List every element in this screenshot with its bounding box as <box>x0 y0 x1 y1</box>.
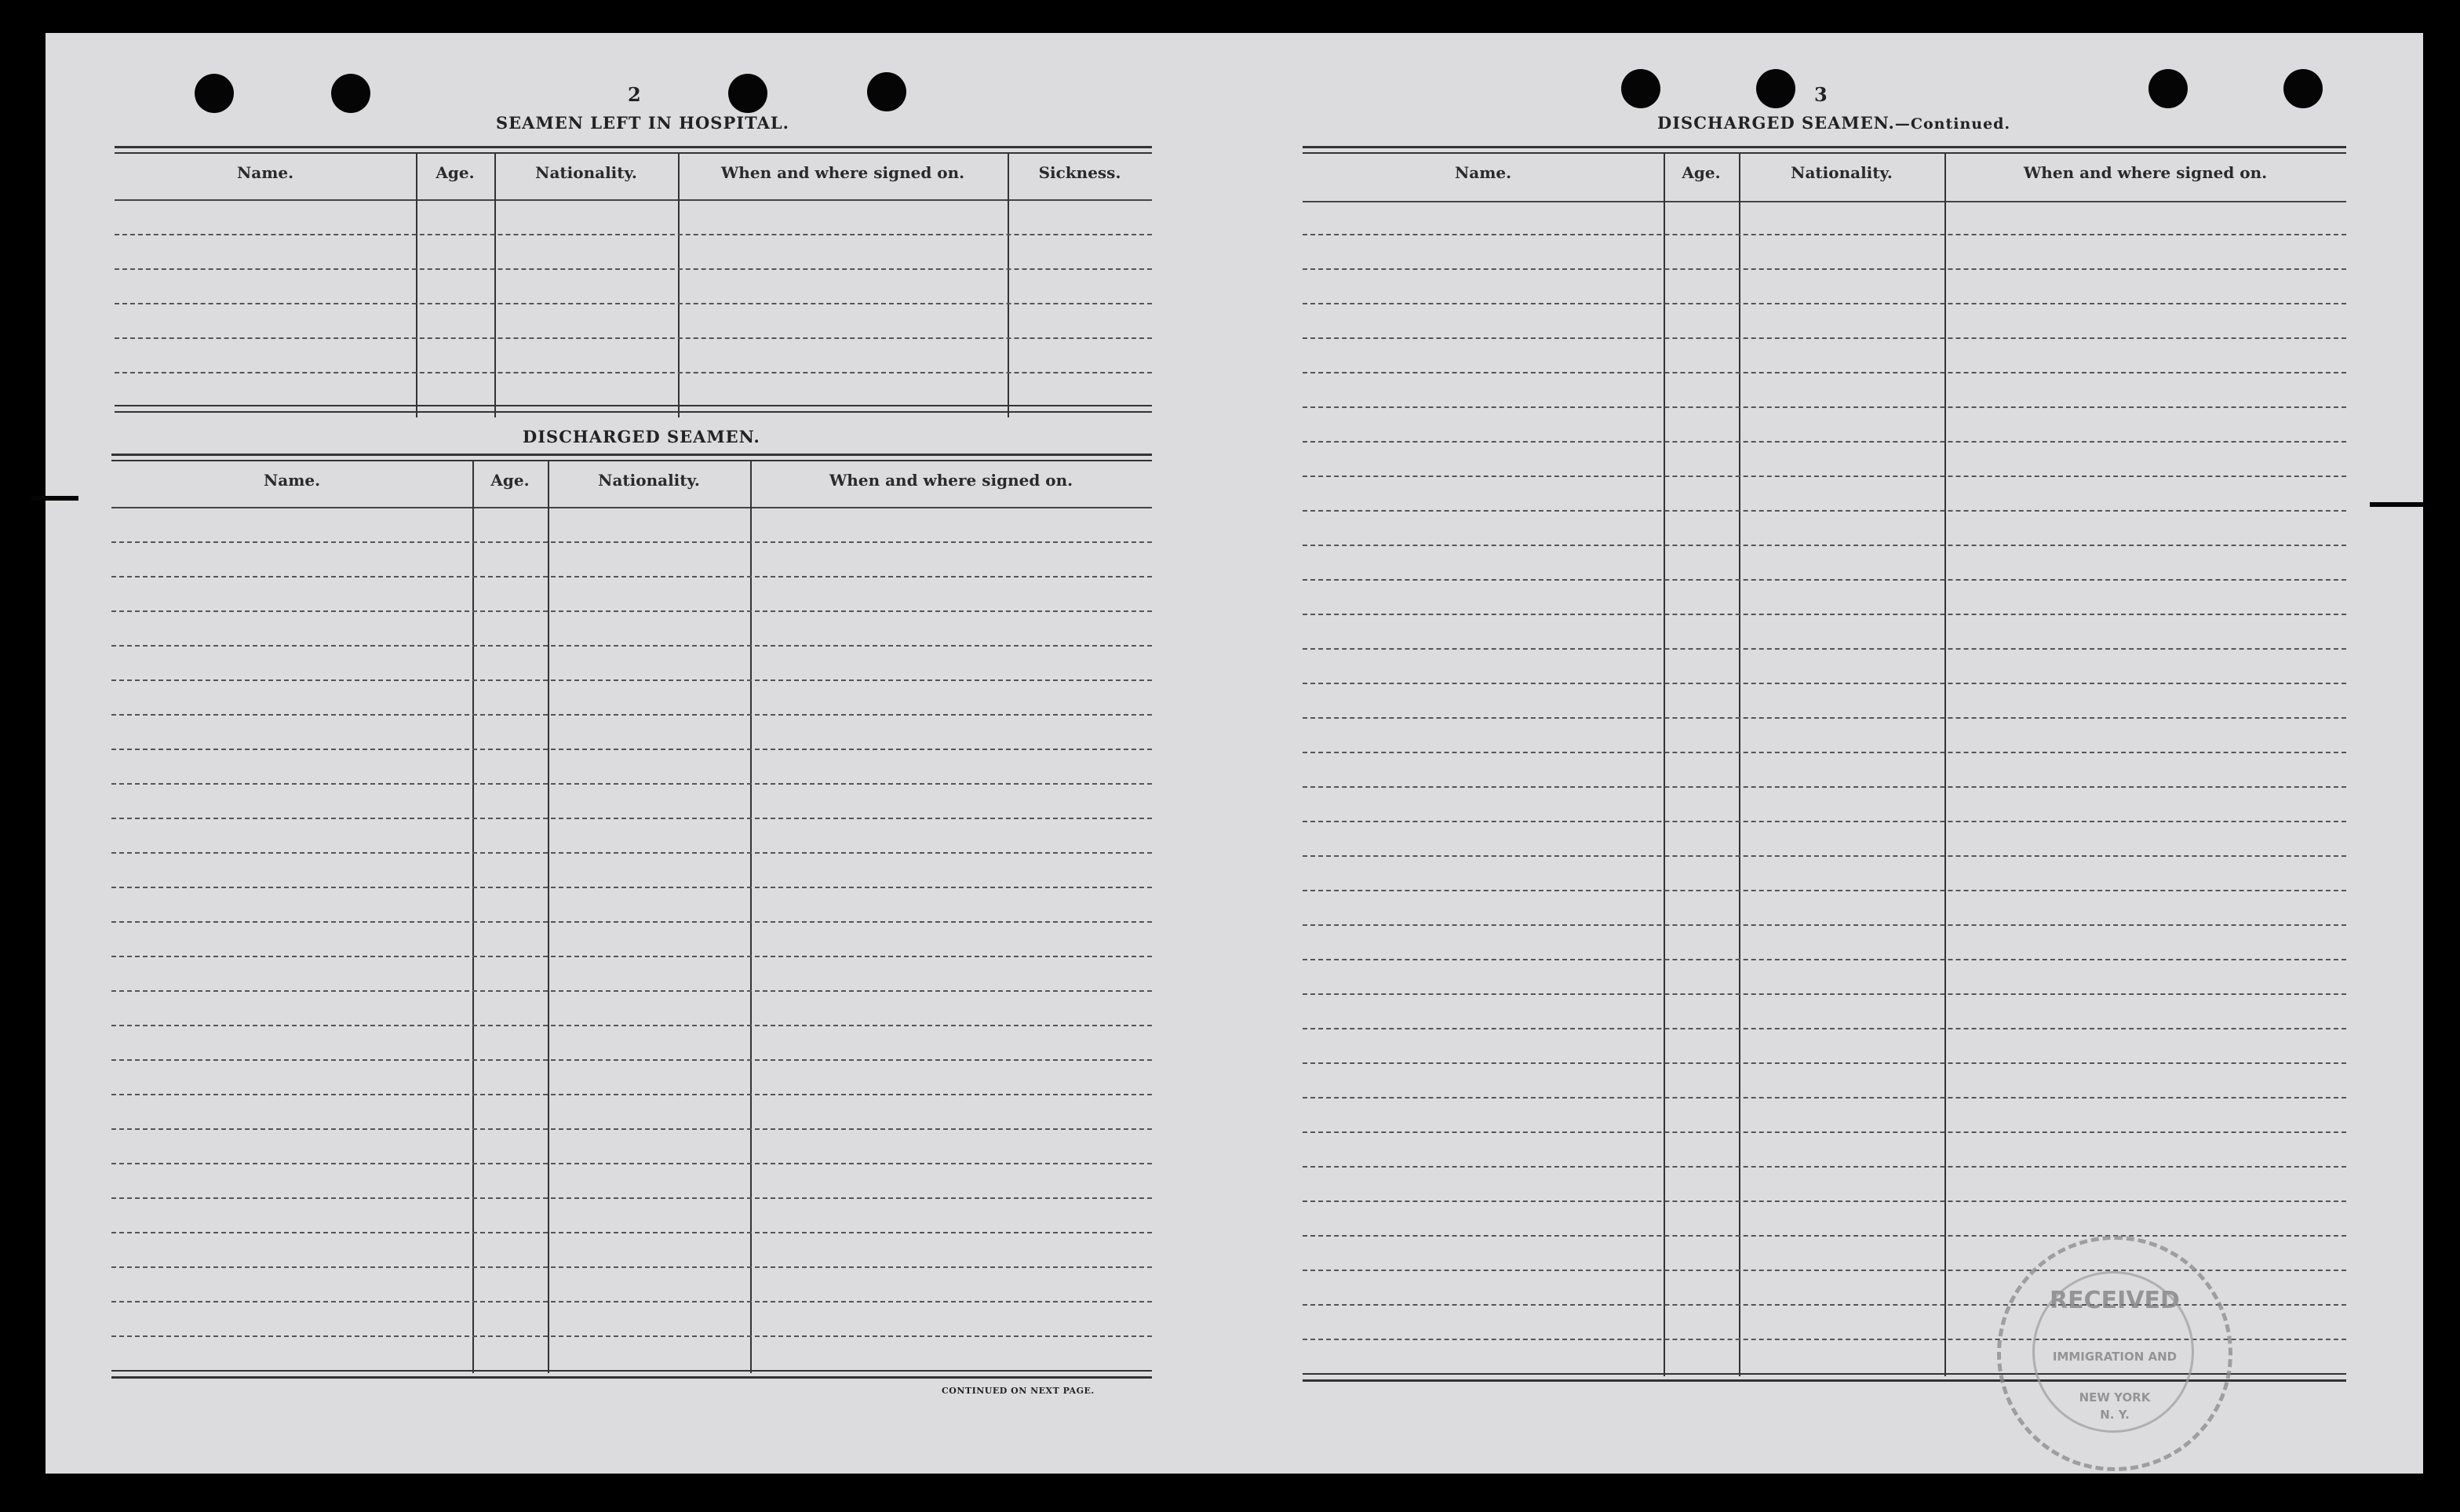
table-row <box>111 1094 1152 1095</box>
table-row <box>111 1335 1152 1337</box>
column-divider <box>416 152 417 417</box>
table-row <box>1303 683 2346 684</box>
punch-hole <box>331 74 370 113</box>
punch-hole <box>1756 69 1795 108</box>
col-header-nationality: Nationality. <box>598 471 700 490</box>
column-divider <box>1664 152 1665 1376</box>
column-divider <box>548 460 549 1373</box>
col-header-nationality: Nationality. <box>535 163 637 182</box>
fold-notch-left <box>31 496 78 501</box>
col-header-age: Age. <box>490 471 530 490</box>
table-row <box>1303 1235 2346 1237</box>
header-rule <box>111 507 1152 508</box>
table-row <box>111 1128 1152 1130</box>
table-row <box>115 337 1152 339</box>
table-row <box>1303 1131 2346 1133</box>
table-bottom-rule <box>111 1370 1152 1372</box>
punch-hole <box>867 72 906 111</box>
table-row <box>1303 993 2346 995</box>
table-row <box>111 921 1152 923</box>
table-row <box>1303 268 2346 270</box>
table-row <box>1303 890 2346 891</box>
page-number-left: 2 <box>628 83 641 106</box>
table-row <box>111 679 1152 681</box>
table-row <box>1303 234 2346 235</box>
table-row <box>111 887 1152 888</box>
table-row <box>1303 959 2346 960</box>
table-row <box>1303 821 2346 822</box>
punch-hole <box>728 74 767 113</box>
col-header-nationality: Nationality. <box>1791 163 1893 182</box>
table-row <box>111 714 1152 716</box>
page-number-right: 3 <box>1814 83 1828 106</box>
discharged-continued-title <box>1657 113 2010 133</box>
col-header-name: Name. <box>1454 163 1512 182</box>
table-top-rule <box>115 152 1152 154</box>
table-row <box>111 956 1152 957</box>
col-header-age: Age. <box>1682 163 1721 182</box>
column-divider <box>472 460 474 1373</box>
table-row <box>111 1266 1152 1268</box>
table-row <box>111 818 1152 819</box>
table-top-rule <box>111 460 1152 461</box>
table-row <box>1303 475 2346 477</box>
table-row <box>1303 303 2346 304</box>
table-row <box>1303 441 2346 443</box>
stamp-line: IMMIGRATION AND <box>2052 1350 2178 1364</box>
table-bottom-rule <box>115 411 1152 413</box>
table-row <box>111 645 1152 647</box>
table-row <box>1303 786 2346 788</box>
col-header-name: Name. <box>263 471 321 490</box>
received-stamp <box>1997 1236 2232 1471</box>
stamp-line: NEW YORK <box>2079 1390 2151 1405</box>
table-row <box>111 852 1152 854</box>
column-divider <box>750 460 752 1373</box>
table-row <box>111 541 1152 543</box>
table-row <box>115 303 1152 304</box>
table-row <box>111 1025 1152 1026</box>
fold-notch-right <box>2370 502 2425 507</box>
table-row <box>1303 545 2346 546</box>
table-row <box>1303 614 2346 615</box>
table-row <box>115 372 1152 373</box>
table-row <box>111 1301 1152 1303</box>
table-row <box>1303 1028 2346 1029</box>
discharged-section-title: DISCHARGED SEAMEN. <box>523 427 760 446</box>
stamp-line: N. Y. <box>2100 1408 2130 1422</box>
table-row <box>111 783 1152 785</box>
col-header-signed-on: When and where signed on. <box>2023 163 2268 182</box>
table-row <box>1303 924 2346 926</box>
table-row <box>111 990 1152 992</box>
table-row <box>1303 1166 2346 1168</box>
table-row <box>111 1163 1152 1164</box>
table-row <box>1303 579 2346 581</box>
table-bottom-rule <box>111 1376 1152 1379</box>
table-row <box>1303 717 2346 719</box>
col-header-age: Age. <box>436 163 475 182</box>
punch-hole <box>2148 69 2188 108</box>
table-row <box>1303 1097 2346 1098</box>
column-divider <box>1944 152 1946 1376</box>
continued-note: CONTINUED ON NEXT PAGE. <box>942 1386 1095 1396</box>
table-row <box>111 1197 1152 1199</box>
table-row <box>1303 510 2346 512</box>
table-row <box>111 1232 1152 1233</box>
table-row <box>1303 372 2346 373</box>
table-bottom-rule <box>115 405 1152 406</box>
discharged-table-right <box>1303 146 2346 1384</box>
col-header-signed-on: When and where signed on. <box>720 163 965 182</box>
table-row <box>111 1059 1152 1061</box>
table-top-rule <box>1303 146 2346 148</box>
column-divider <box>1739 152 1740 1376</box>
table-row <box>115 234 1152 235</box>
punch-hole <box>2283 69 2323 108</box>
table-row <box>115 268 1152 270</box>
table-row <box>1303 337 2346 339</box>
table-row <box>1303 406 2346 408</box>
table-top-rule <box>111 454 1152 456</box>
table-row <box>1303 648 2346 650</box>
punch-hole <box>1621 69 1660 108</box>
col-header-name: Name. <box>236 163 294 182</box>
discharged-table-left <box>111 454 1152 1379</box>
table-row <box>111 610 1152 612</box>
punch-hole <box>195 74 234 113</box>
stamp-word: RECEIVED <box>2050 1287 2180 1314</box>
table-row <box>1303 1062 2346 1064</box>
header-rule <box>115 199 1152 201</box>
table-row <box>111 749 1152 750</box>
table-top-rule <box>115 146 1152 148</box>
hospital-section-title: SEAMEN LEFT IN HOSPITAL. <box>496 113 789 133</box>
table-row <box>1303 752 2346 753</box>
column-divider <box>1008 152 1009 417</box>
section-title-text: DISCHARGED SEAMEN. <box>1657 113 1895 133</box>
header-rule <box>1303 201 2346 202</box>
table-row <box>111 576 1152 577</box>
col-header-sickness: Sickness. <box>1038 163 1121 182</box>
col-header-signed-on: When and where signed on. <box>829 471 1073 490</box>
column-divider <box>494 152 496 417</box>
table-row <box>1303 1200 2346 1202</box>
section-title-suffix: —Continued. <box>1894 115 2011 133</box>
hospital-table <box>115 146 1152 417</box>
table-row <box>1303 855 2346 857</box>
table-top-rule <box>1303 152 2346 154</box>
column-divider <box>678 152 680 417</box>
